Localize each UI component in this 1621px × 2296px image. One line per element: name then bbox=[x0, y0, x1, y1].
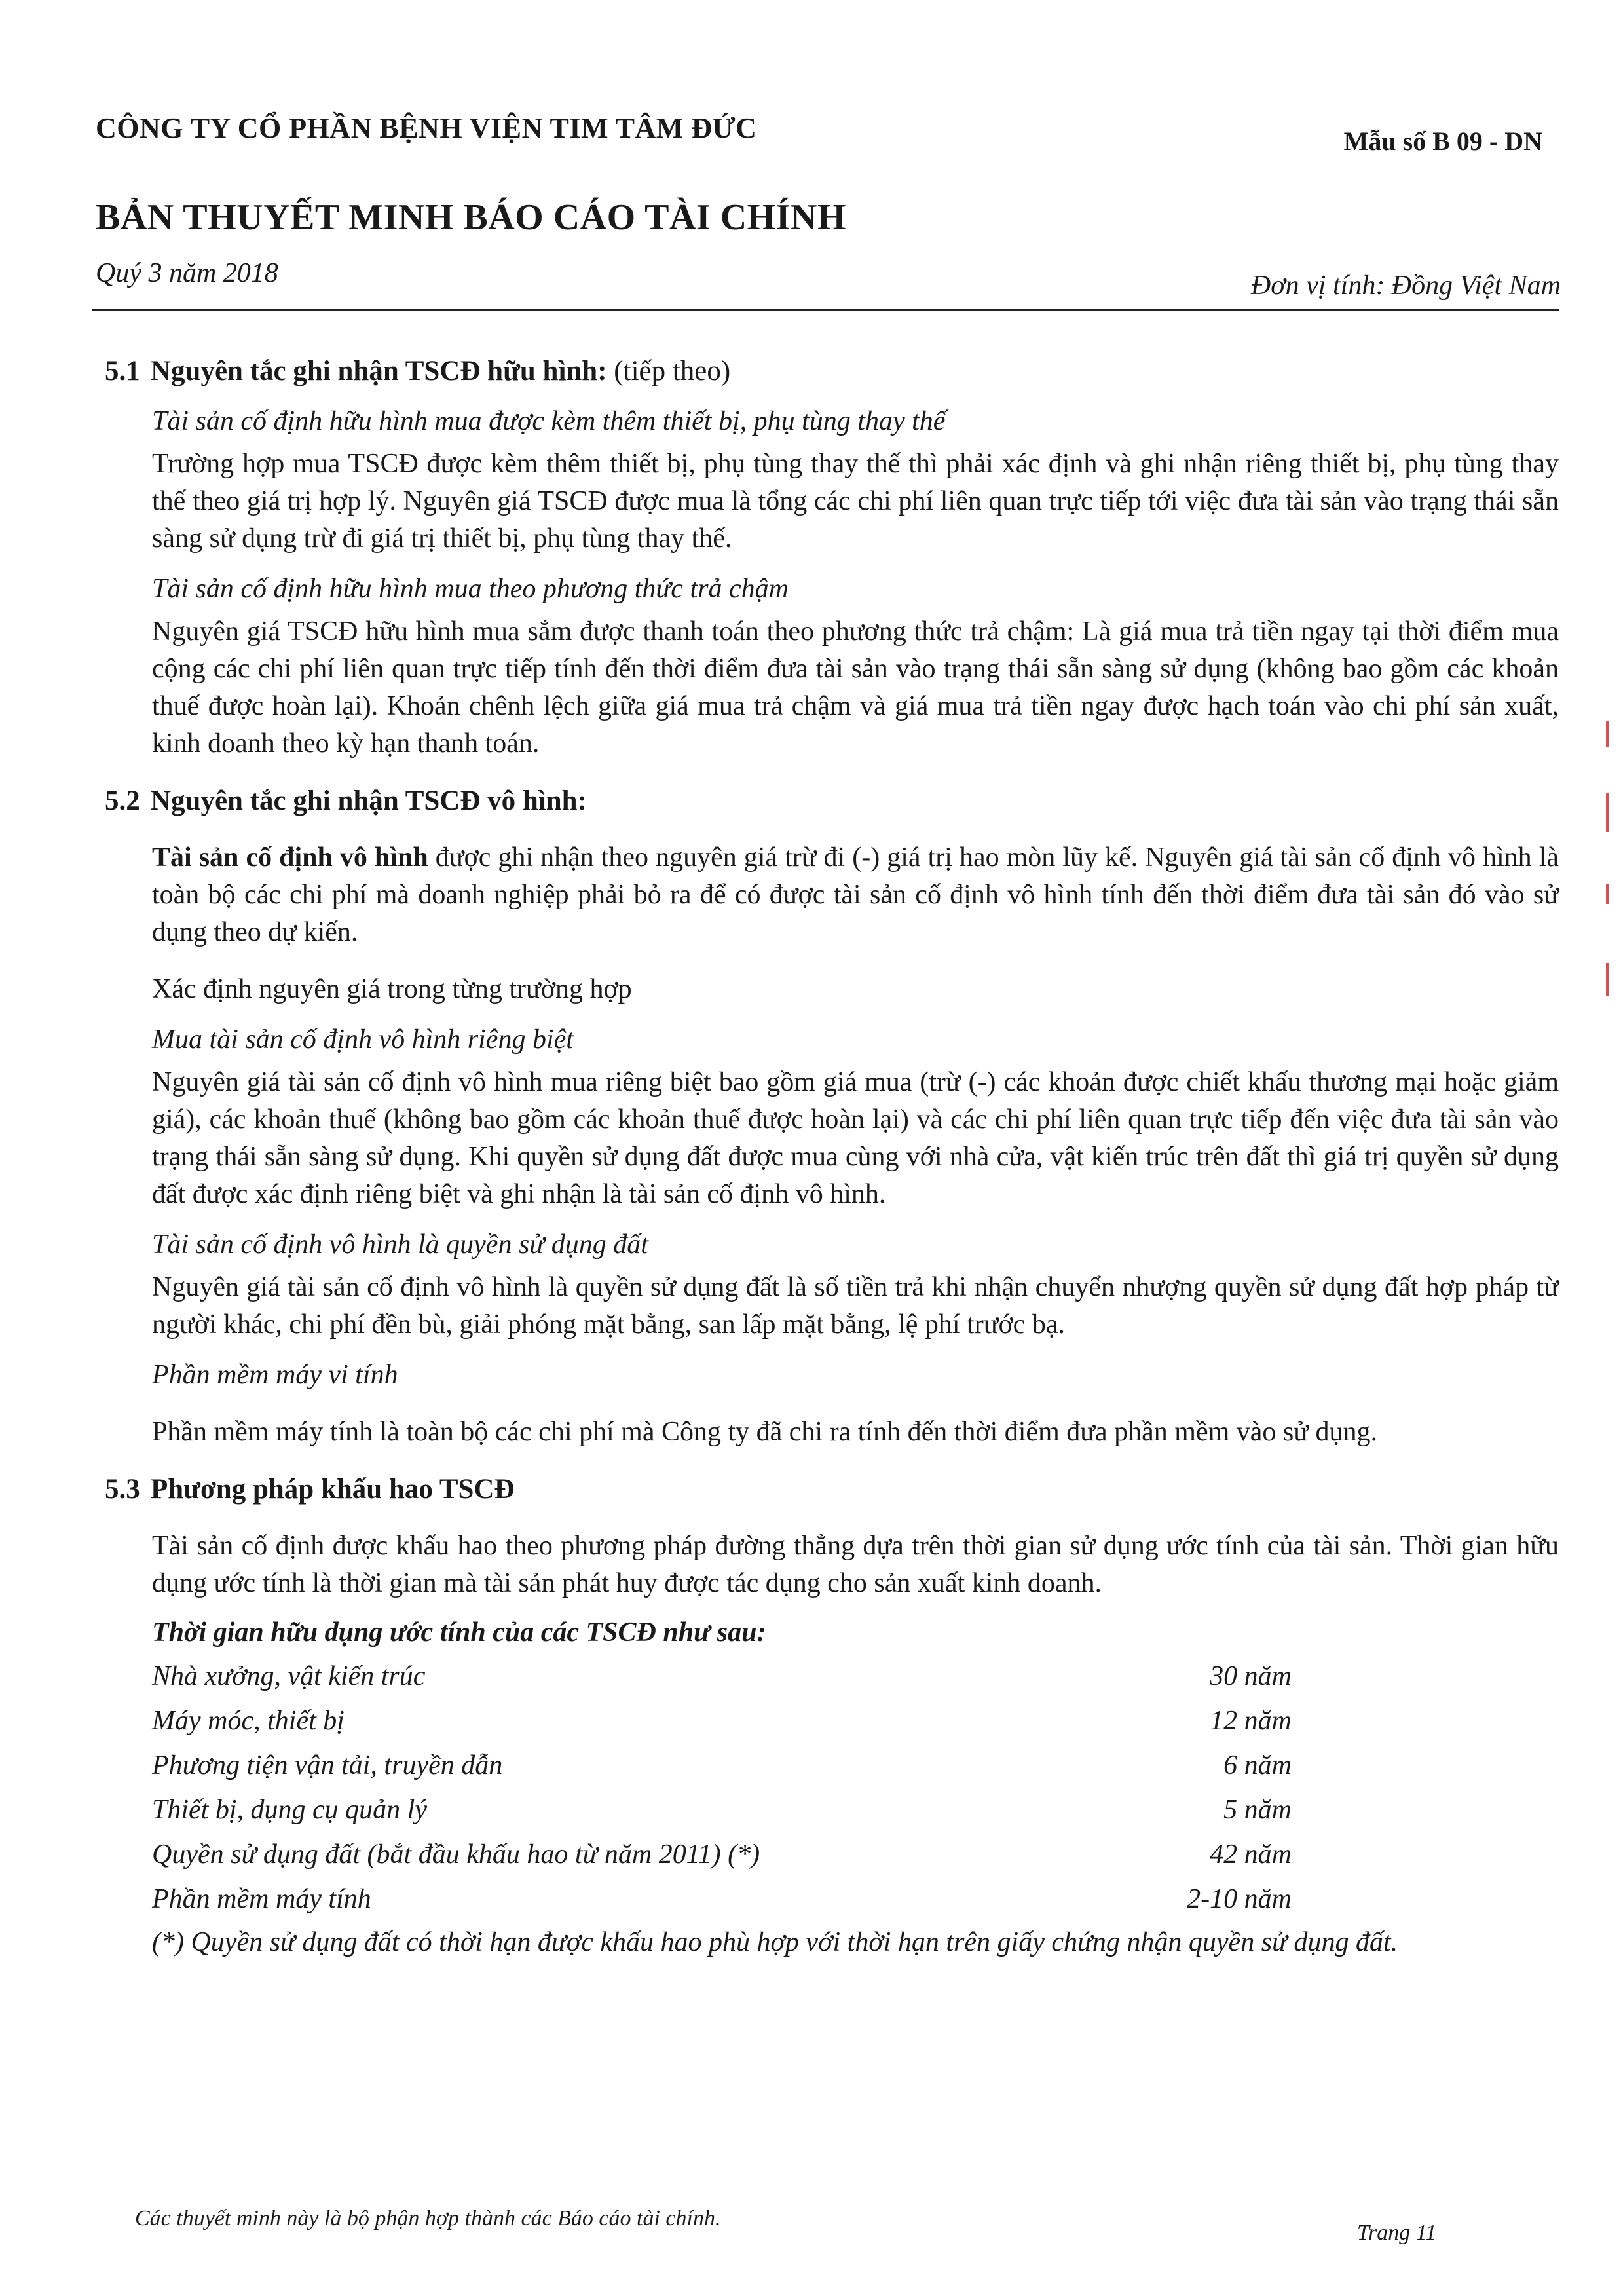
reporting-period: Quý 3 năm 2018 bbox=[96, 258, 278, 288]
edge-stamp-mark bbox=[1605, 714, 1610, 1015]
company-name: CÔNG TY CỔ PHẦN BỆNH VIỆN TIM TÂM ĐỨC bbox=[96, 112, 757, 144]
asset-class: Phương tiện vận tải, truyền dẫn bbox=[152, 1750, 503, 1780]
paragraph: Nguyên giá tài sản cố định vô hình là quyền sử dụng đất là số tiền trả khi nhận chuyển nhượng quyền sử dụng đất hợp pháp từ người khác, chi phí đền bù, giải phóng mặt bằng, san lấp mặt bằng, lệ phí trước bạ. bbox=[152, 1272, 1559, 1340]
form-code: Mẫu số B 09 - DN bbox=[1343, 126, 1542, 156]
useful-life-heading: Thời gian hữu dụng ước tính của các TSCĐ như sau: bbox=[152, 1617, 766, 1647]
paragraph: Nguyên giá tài sản cố định vô hình mua riêng biệt bao gồm giá mua (trừ (-) các khoản được chiết khấu thương mại hoặc giảm giá), các khoản thuế (không bao gồm các khoản thuế được hoàn lại) và các chi phí liên quan trực tiếp đến việc đưa tài sản vào trạng thái sẵn sàng sử dụng. Khi quyền sử dụng đất được mua cùng với nhà cửa, vật kiến trúc trên đất thì giá trị quyền sử dụng đất được xác định riêng biệt và ghi nhận là tài sản cố định vô hình. bbox=[152, 1067, 1559, 1209]
paragraph bbox=[152, 839, 1559, 951]
table-row bbox=[152, 1877, 1292, 1921]
useful-life: 30 năm bbox=[1210, 1661, 1292, 1691]
paragraph: Tài sản cố định được khấu hao theo phương pháp đường thẳng dựa trên thời gian sử dụng ước tính của tài sản. Thời gian hữu dụng ước tính là thời gian mà tài sản phát huy được tác dụng cho sản xuất kinh doanh. bbox=[152, 1531, 1559, 1598]
section-heading-5-1 bbox=[105, 352, 1559, 390]
section-title: Nguyên tắc ghi nhận TSCĐ hữu hình: bbox=[151, 356, 607, 386]
section-title: Nguyên tắc ghi nhận TSCĐ vô hình: bbox=[151, 785, 587, 816]
header-divider bbox=[92, 309, 1559, 311]
table-row bbox=[152, 1788, 1292, 1832]
subheading-separate-purchase: Mua tài sản cố định vô hình riêng biệt bbox=[152, 1025, 574, 1055]
bold-term: Tài sản cố định vô hình bbox=[152, 842, 428, 873]
section-number: 5.2 bbox=[105, 785, 140, 816]
currency-unit: Đơn vị tính: Đồng Việt Nam bbox=[1250, 271, 1561, 301]
table-row bbox=[152, 1832, 1292, 1877]
section-number: 5.3 bbox=[105, 1474, 140, 1505]
asset-class: Nhà xưởng, vật kiến trúc bbox=[152, 1661, 426, 1691]
subheading-deferred-payment: Tài sản cố định hữu hình mua theo phương thức trả chậm bbox=[152, 574, 789, 604]
paragraph-text: được ghi nhận theo nguyên giá trừ đi (-) giá trị hao mòn lũy kế. Nguyên giá tài sản cố định vô hình là toàn bộ các chi phí mà doanh nghiệp phải bỏ ra để có được tài sản cố định vô hình tính đến thời điểm đưa tài sản đó vào sử dụng theo dự kiến. bbox=[152, 842, 1559, 947]
page-number: Trang 11 bbox=[1357, 2221, 1437, 2245]
useful-life: 5 năm bbox=[1223, 1794, 1292, 1825]
paragraph: Nguyên giá TSCĐ hữu hình mua sắm được thanh toán theo phương thức trả chậm: Là giá mua trả tiền ngay tại thời điểm mua cộng các chi phí liên quan trực tiếp tính đến thời điểm đưa tài sản vào trạng thái sẵn sàng sử dụng (không bao gồm các khoản thuế được hoàn lại). Khoản chênh lệch giữa giá mua trả chậm và giá mua trả tiền ngay được hạch toán vào chi phí sản xuất, kinh doanh theo kỳ hạn thanh toán. bbox=[152, 616, 1559, 759]
table-row bbox=[152, 1743, 1292, 1788]
document-body bbox=[105, 352, 1559, 1961]
table-row bbox=[152, 1654, 1292, 1699]
section-number: 5.1 bbox=[105, 356, 140, 386]
useful-life: 42 năm bbox=[1210, 1839, 1292, 1870]
paragraph: Trường hợp mua TSCĐ được kèm thêm thiết bị, phụ tùng thay thế thì phải xác định và ghi nhận riêng thiết bị, phụ tùng thay thế theo giá trị hợp lý. Nguyên giá TSCĐ được mua là tổng các chi phí liên quan trực tiếp tới việc đưa tài sản vào trạng thái sẵn sàng sử dụng trừ đi giá trị thiết bị, phụ tùng thay thế. bbox=[152, 449, 1559, 554]
useful-life: 12 năm bbox=[1210, 1705, 1292, 1736]
asset-class: Máy móc, thiết bị bbox=[152, 1705, 345, 1736]
subheading-land-use-rights: Tài sản cố định vô hình là quyền sử dụng đất bbox=[152, 1230, 648, 1260]
section-continuation: (tiếp theo) bbox=[614, 356, 731, 386]
document-title: BẢN THUYẾT MINH BÁO CÁO TÀI CHÍNH bbox=[96, 197, 847, 238]
asset-class: Thiết bị, dụng cụ quản lý bbox=[152, 1794, 427, 1825]
paragraph: Phần mềm máy tính là toàn bộ các chi phí mà Công ty đã chi ra tính đến thời điểm đưa phần mềm vào sử dụng. bbox=[152, 1417, 1378, 1447]
subheading-fixed-asset-spare-parts: Tài sản cố định hữu hình mua được kèm thêm thiết bị, phụ tùng thay thế bbox=[152, 406, 946, 436]
asset-class: Phần mềm máy tính bbox=[152, 1883, 371, 1914]
subheading-software: Phần mềm máy vi tính bbox=[152, 1360, 398, 1390]
useful-life-table bbox=[152, 1654, 1292, 1921]
asset-class: Quyền sử dụng đất (bắt đầu khấu hao từ năm 2011) (*) bbox=[152, 1839, 760, 1870]
footer-note: Các thuyết minh này là bộ phận hợp thành các Báo cáo tài chính. bbox=[135, 2206, 721, 2230]
paragraph: Xác định nguyên giá trong từng trường hợp bbox=[152, 974, 632, 1004]
useful-life: 2-10 năm bbox=[1187, 1883, 1292, 1914]
section-heading-5-2 bbox=[105, 782, 1559, 819]
footnote-land-use-rights: (*) Quyền sử dụng đất có thời hạn được khấu hao phù hợp với thời hạn trên giấy chứng nhận quyền sử dụng đất. bbox=[152, 1927, 1398, 1957]
section-heading-5-3 bbox=[105, 1471, 1559, 1508]
table-row bbox=[152, 1699, 1292, 1743]
section-title: Phương pháp khấu hao TSCĐ bbox=[151, 1474, 515, 1505]
useful-life: 6 năm bbox=[1223, 1750, 1292, 1780]
